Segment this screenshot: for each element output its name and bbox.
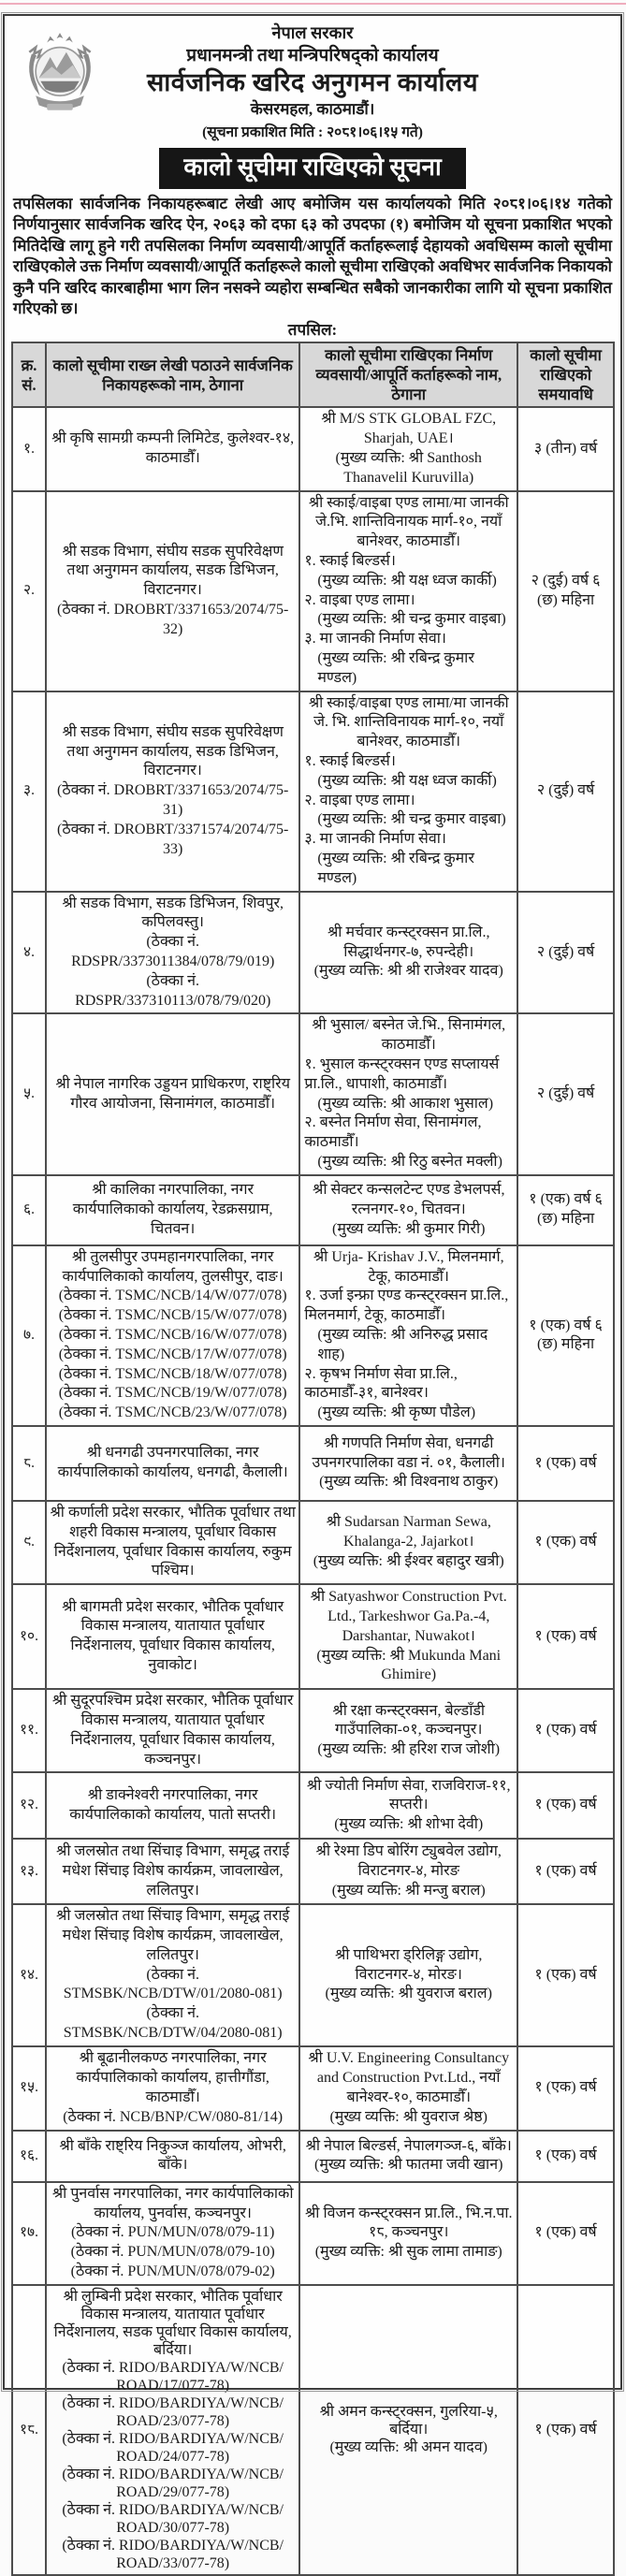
table-row [12, 2046, 614, 2131]
contractor-cell [299, 407, 517, 490]
table-row [12, 2285, 614, 2575]
blacklist-duration-cell: १ (एक) वर्ष ६ (छ) महिना [517, 1245, 614, 1426]
contractor-name-line: श्री Urja- Krishav J.V., मिलनमार्ग, टेकू, काठमाडौँ। [313, 1248, 504, 1285]
column-header-serial: क्र. सं. [12, 342, 46, 407]
contractor-name-line: श्री Sudarsan Narman Sewa, Khalanga-2, Jajarkot। [326, 1514, 491, 1550]
serial-number-cell: ११. [12, 1689, 46, 1772]
contract-number-line: (ठेक्का नं. TSMC/NCB/23/W/077/078) [58, 1404, 287, 1421]
contractor-cell [299, 1584, 517, 1689]
key-person-line: (मुख्य व्यक्ति: श्री युवराज बराल) [325, 1986, 492, 2002]
contractor-list-item: ३. मा जानकी निर्माण सेवा। [304, 831, 446, 848]
blacklist-duration-cell: १ (एक) वर्ष [517, 2046, 614, 2131]
key-person-line: (मुख्य व्यक्ति: श्री कृष्ण पौडेल) [317, 1404, 476, 1421]
key-person-line: (मुख्य व्यक्ति: श्री रबिन्द्र कुमार मण्डल) [317, 650, 474, 686]
key-person-line: (मुख्य व्यक्ति: श्री हरिश राज जोशी) [317, 1741, 501, 1758]
agency-name-line: श्री कृषि सामग्री कम्पनी लिमिटेड, कुलेश्वर-१४, काठमाडौँ। [51, 430, 295, 467]
contractor-name-line: श्री नेपाल बिल्डर्स, नेपालगञ्ज-६, बाँके। [305, 2137, 512, 2154]
agency-cell [46, 2046, 299, 2131]
contractor-name-line: श्री स्काई/वाइबा एण्ड लामा/मा जानकी जे.भि. शान्तिविनायक मार्ग-१०, नयाँ बानेश्वर, काठमाडौँ। [308, 494, 509, 550]
contract-number-line: (ठेक्का नं. RIDO/BARDIYA/W/NCB/ ROAD/33/077-78) [62, 2537, 284, 2571]
contractor-name-line: श्री सेक्टर कन्सलटेन्ट एण्ड डेभलपर्स, रत्ननगर-१०, चितवन। [313, 1182, 505, 1217]
table-row [12, 1584, 614, 1689]
agency-cell [46, 691, 299, 892]
key-person-line: (मुख्य व्यक्ति: श्री Santhosh Thanavelil Kuruvilla) [335, 450, 482, 486]
contractor-cell [299, 1689, 517, 1772]
masthead [5, 20, 620, 189]
contractor-name-line: श्री अमन कन्स्ट्रक्सन, गुलरिया-५, बर्दिया। [319, 2404, 498, 2438]
agency-name-line: श्री धनगढी उपनगरपालिका, नगर कार्यपालिकाको कार्यालय, धनगढी, कैलाली। [57, 1445, 288, 1480]
contract-number-line: (ठेक्का नं. TSMC/NCB/18/W/077/078) [58, 1365, 287, 1382]
contract-number-line: (ठेक्का नं. DROBRT/3371653/2074/75-32) [57, 602, 289, 637]
agency-cell [46, 1501, 299, 1584]
contract-number-line: (ठेक्का नं. NCB/BNP/CW/080-81/14) [63, 2108, 284, 2125]
blacklist-duration-cell: १ (एक) वर्ष [517, 1839, 614, 1904]
serial-number-cell: ७. [12, 1245, 46, 1426]
contractor-cell [299, 1245, 517, 1426]
serial-number-cell: ८. [12, 1426, 46, 1501]
contractor-name-line: श्री U.V. Engineering Consultancy and Construction Pvt.Ltd., नयाँ बानेश्वर-१०, काठमाडौँ। [308, 2050, 510, 2105]
agency-cell [46, 1584, 299, 1689]
key-person-line: (मुख्य व्यक्ति: श्री यक्ष ध्वज कार्की) [317, 772, 497, 789]
serial-number-cell: १३. [12, 1839, 46, 1904]
contractor-list-item: १. भुसाल कन्स्ट्रक्सन एण्ड सप्लायर्स प्रा.लि., धापाशी, काठमाडौँ। [304, 1055, 500, 1092]
contract-number-line: (ठेक्का नं. STMSBK/NCB/DTW/04/2080-081) [63, 2005, 283, 2042]
table-row [12, 1245, 614, 1426]
contractor-name-line: श्री स्काई/वाइबा एण्ड लामा/मा जानकी जे. भि. शान्तिविनायक मार्ग-१०, नयाँ बानेश्वर, काठमाडौँ। [308, 694, 509, 750]
serial-number-cell: ९. [12, 1501, 46, 1584]
agency-cell [46, 1245, 299, 1426]
blacklist-duration-cell: २ (दुई) वर्ष [517, 892, 614, 1014]
contractor-cell [299, 1175, 517, 1245]
contractor-cell [299, 1426, 517, 1501]
table-row [12, 1904, 614, 2046]
key-person-line: (मुख्य व्यक्ति: श्री फातमा जवी खान) [314, 2157, 503, 2174]
contract-number-line: (ठेक्का नं. RIDO/BARDIYA/W/NCB/ ROAD/30/077-78) [62, 2501, 284, 2536]
agency-cell [46, 1013, 299, 1174]
publish-date-line: (सूचना प्रकाशित मिति : २०८१।०६।१५ गते) [202, 124, 423, 140]
key-person-line: (मुख्य व्यक्ति: श्री चन्द्र कुमार वाइबा) [317, 611, 506, 628]
serial-number-cell: ३. [12, 691, 46, 892]
table-row [12, 2182, 614, 2285]
contractor-name-line: श्री गणपति निर्माण सेवा, धनगढी उपनगरपालिका वडा नं. ०१, कैलाली। [312, 1434, 505, 1471]
serial-number-cell: ४. [12, 892, 46, 1014]
contractor-cell [299, 1772, 517, 1839]
key-person-line: (मुख्य व्यक्ति: श्री अनिरुद्ध प्रसाद शाह) [317, 1326, 488, 1362]
agency-cell [46, 892, 299, 1014]
contractor-cell [299, 1904, 517, 2046]
office-name: सार्वजनिक खरिद अनुगमन कार्यालय [146, 68, 478, 96]
contractor-name-line: श्री रक्षा कन्स्ट्रक्सन, बेल्डाँडी गाउँपालिका-०१, कञ्चनपुर। [332, 1702, 486, 1739]
contract-number-line: (ठेक्का नं. RDSPR/337310113/078/79/020) [75, 972, 271, 1009]
contractor-name-line: श्री ज्योती निर्माण सेवा, राजविराज-११, सप्तरी। [306, 1777, 511, 1813]
column-header-agency: कालो सूचीमा राख्न लेखी पठाउने सार्वजनिक निकायहरूको नाम, ठेगाना [46, 342, 299, 407]
notice-document [3, 14, 622, 2571]
agency-name-line: श्री लुम्बिनी प्रदेश सरकार, भौतिक पूर्वाधार विकास मन्त्रालय, यातायात पूर्वाधार निर्देशनालय, सडक पूर्वाधार विकास कार्यालय, बर्दिया। [53, 2288, 292, 2358]
table-row [12, 1013, 614, 1174]
agency-name-line: श्री कालिका नगरपालिका, नगर कार्यपालिकाको कार्यालय, रेडक्रसग्राम, चितवन। [72, 1182, 273, 1237]
contract-number-line: (ठेक्का नं. RIDO/BARDIYA/W/NCB/ ROAD/23/077-78) [62, 2394, 284, 2429]
contractor-list-item: १. उर्जा इन्फ्रा एण्ड कन्स्ट्रक्सन प्रा.लि., मिलनमार्ग, टेकू, काठमाडौँ। [304, 1288, 509, 1324]
agency-name-line: श्री कर्णाली प्रदेश सरकार, भौतिक पूर्वाधार तथा शहरी विकास मन्त्रालय, पूर्वाधार विकास निर्देशनालय, पूर्वाधार विकास कार्यालय, रुकुम पश्चिम। [50, 1504, 296, 1579]
table-row [12, 1501, 614, 1584]
office-address: केसरमहल, काठमाडौं। [250, 100, 375, 118]
agency-name-line: श्री बागमती प्रदेश सरकार, भौतिक पूर्वाधार विकास मन्त्रालय, यातायात पूर्वाधार निर्देशनालय, पूर्वाधार विकास कार्यालय, नुवाकोट। [62, 1598, 284, 1673]
key-person-line: (मुख्य व्यक्ति: श्री यक्ष ध्वज कार्की) [317, 572, 497, 589]
intro-paragraph: तपसिलका सार्वजनिक निकायहरूबाट लेखी आए बमोजिम यस कार्यालयको मिति २०८१।०६।१४ गतेको निर्णयानुसार सार्वजनिक खरिद ऐन, २०६३ को दफा ६३ को उपदफा (१) बमोजिम यो सूचना प्रकाशित भएको मितिदेखि लागू हुने गरी तपसिलका निर्माण व्यवसायी/आपूर्ति कर्ताहरूलाई देहायको अवधिसम्म कालो सूचीमा राखिएकोले उक्त निर्माण व्यवसायी/आपूर्ति कर्ताहरूले कालो सूचीमा राखिएको अवधिभर सार्वजनिक निकायको कुनै पनि खरिद कारबाहीमा भाग लिन नसक्ने व्यहोरा सम्बन्धित सबैको जानकारीका लागि यो सूचना प्रकाशित गरिएको छ। [13, 195, 612, 318]
agency-name-line: श्री बूढानीलकण्ठ नगरपालिका, नगर कार्यपालिकाको कार्यालय, हात्तीगौंडा, काठमाडौँ। [76, 2050, 269, 2105]
key-person-line: (मुख्य व्यक्ति: श्री कुमार गिरी) [332, 1220, 486, 1237]
blacklist-duration-cell: ३ (तीन) वर्ष [517, 407, 614, 490]
contractor-name-line: श्री मर्चवार कन्स्ट्रक्सन प्रा.लि., सिद्धार्थनगर-७, रुपन्देही। [327, 924, 490, 960]
table-row [12, 1839, 614, 1904]
blacklist-table [11, 342, 615, 2575]
contractor-name-line: श्री रेश्मा डिप बोरिंग ट्युबवेल उद्योग, विराटनगर-४, मोरङ [315, 1843, 502, 1879]
key-person-line: (मुख्य व्यक्ति: श्री रबिन्द्र कुमार मण्डल) [317, 850, 474, 886]
table-caption: तपसिल: [287, 321, 338, 340]
serial-number-cell: १८. [12, 2285, 46, 2575]
serial-number-cell: १. [12, 407, 46, 490]
agency-name-line: श्री सडक विभाग, सडक डिभिजन, शिवपुर, कपिलवस्तु। [62, 895, 284, 931]
agency-cell [46, 2182, 299, 2285]
blacklist-duration-cell: २ (दुई) वर्ष [517, 691, 614, 892]
contract-number-line: (ठेक्का नं. TSMC/NCB/17/W/077/078) [58, 1346, 287, 1362]
table-row [12, 691, 614, 892]
blacklist-duration-cell: २ (दुई) वर्ष [517, 1013, 614, 1174]
contract-number-line: (ठेक्का नं. PUN/MUN/078/079-11) [70, 2224, 275, 2241]
serial-number-cell: १४. [12, 1904, 46, 2046]
blacklist-table-body [12, 407, 614, 2574]
notice-banner-title: कालो सूचीमा राखिएको सूचना [159, 148, 465, 189]
key-person-line: (मुख्य व्यक्ति: श्री अमन यादव) [329, 2439, 488, 2456]
blacklist-duration-cell: १ (एक) वर्ष [517, 1426, 614, 1501]
serial-number-cell: ६. [12, 1175, 46, 1245]
agency-name-line: श्री बाँके राष्ट्रिय निकुञ्ज कार्यालय, ओभरी, बाँके। [59, 2137, 286, 2174]
contract-number-line: (ठेक्का नं. TSMC/NCB/15/W/077/078) [58, 1307, 287, 1324]
table-row [12, 491, 614, 691]
contractor-cell [299, 1013, 517, 1174]
table-row [12, 1772, 614, 1839]
blacklist-duration-cell: १ (एक) वर्ष ६ (छ) महिना [517, 1175, 614, 1245]
scan-top-pink-rule [0, 3, 626, 5]
contract-number-line: (ठेक्का नं. DROBRT/3371574/2074/75-33) [57, 821, 289, 857]
agency-cell [46, 407, 299, 490]
contractor-cell [299, 2182, 517, 2285]
serial-number-cell: ५. [12, 1013, 46, 1174]
blacklist-duration-cell: १ (एक) वर्ष [517, 1584, 614, 1689]
agency-name-line: श्री तुलसीपुर उपमहानगरपालिका, नगर कार्यपालिकाको कार्यालय, तुलसीपुर, दाङ। [62, 1248, 284, 1285]
agency-cell [46, 1904, 299, 2046]
blacklist-duration-cell: १ (एक) वर्ष [517, 1772, 614, 1839]
contractor-cell [299, 1501, 517, 1584]
contract-number-line: (ठेक्का नं. TSMC/NCB/14/W/077/078) [58, 1288, 287, 1304]
contractor-cell [299, 491, 517, 691]
contractor-name-line: श्री Satyashwor Construction Pvt. Ltd., Tarkeshwor Ga.Pa.-4, Darshantar, Nuwakot। [310, 1589, 507, 1644]
contractor-name-line: श्री विजन कन्स्ट्रक्सन प्रा.लि., भि.न.पा. १८, कञ्चनपुर। [304, 2205, 513, 2241]
key-person-line: (मुख्य व्यक्ति: श्री युवराज श्रेष्ठ) [329, 2108, 488, 2125]
contractor-list-item: २. बस्नेत निर्माण सेवा, सिनामंगल, काठमाडौँ। [304, 1114, 482, 1151]
contractor-list-item: २. कृषभ निर्माण सेवा प्रा.लि., काठमाडौँ-३१, बानेश्वर। [304, 1365, 458, 1402]
contractor-cell [299, 1839, 517, 1904]
contract-number-line: (ठेक्का नं. TSMC/NCB/19/W/077/078) [58, 1385, 287, 1402]
agency-name-line: श्री जलस्रोत तथा सिंचाइ विभाग, समृद्ध तराई मधेश सिंचाइ विशेष कार्यक्रम, जावलाखेल, ललितपुर। [56, 1843, 290, 1899]
column-header-contractor: कालो सूचीमा राखिएका निर्माण व्यवसायी/आपूर्ति कर्ताहरूको नाम, ठेगाना [299, 342, 517, 407]
serial-number-cell: १७. [12, 2182, 46, 2285]
table-row [12, 2131, 614, 2182]
agency-cell [46, 491, 299, 691]
serial-number-cell: १५. [12, 2046, 46, 2131]
contractor-cell [299, 691, 517, 892]
table-row [12, 1426, 614, 1501]
agency-cell [46, 1426, 299, 1501]
key-person-line: (मुख्य व्यक्ति: श्री मन्जु बराल) [331, 1882, 486, 1899]
agency-name-line: श्री डाक्नेश्वरी नगरपालिका, नगर कार्यपालिकाको कार्यालय, पातो सप्तरी। [69, 1787, 277, 1823]
contractor-cell [299, 892, 517, 1014]
key-person-line: (मुख्य व्यक्ति: श्री चन्द्र कुमार वाइबा) [317, 811, 506, 828]
serial-number-cell: १०. [12, 1584, 46, 1689]
blacklist-duration-cell: १ (एक) वर्ष [517, 1689, 614, 1772]
blacklist-duration-cell: १ (एक) वर्ष [517, 2131, 614, 2182]
key-person-line: (मुख्य व्यक्ति: श्री Mukunda Mani Ghimire) [316, 1647, 502, 1683]
agency-name-line: श्री पुनर्वास नगरपालिका, नगर कार्यपालिकाको कार्यालय, पुनर्वास, कञ्चनपुर। [51, 2185, 294, 2221]
contract-number-line: (ठेक्का नं. TSMC/NCB/16/W/077/078) [58, 1326, 287, 1343]
contractor-name-line: श्री M/S STK GLOBAL FZC, Sharjah, UAE। [321, 411, 497, 447]
serial-number-cell: १६. [12, 2131, 46, 2182]
agency-name-line: श्री नेपाल नागरिक उड्डयन प्राधिकरण, राष्ट्रिय गौरव आयोजना, सिनामंगल, काठमाडौँ। [55, 1075, 291, 1112]
agency-cell [46, 1772, 299, 1839]
contract-number-line: (ठेक्का नं. RIDO/BARDIYA/W/NCB/ ROAD/29/077-78) [62, 2466, 284, 2500]
contractor-list-item: ३. मा जानकी निर्माण सेवा। [304, 631, 446, 648]
agency-name-line: श्री सडक विभाग, संघीय सडक सुपरिवेक्षण तथा अनुगमन कार्यालय, सडक डिभिजन, विराटनगर। [62, 543, 284, 599]
blacklist-duration-cell: १ (एक) वर्ष [517, 1904, 614, 2046]
table-row [12, 407, 614, 490]
table-header-row [12, 342, 614, 407]
agency-cell [46, 2285, 299, 2575]
nepal-government-emblem-icon [20, 29, 100, 119]
blacklist-duration-cell: १ (एक) वर्ष [517, 2182, 614, 2285]
key-person-line: (मुख्य व्यक्ति: श्री विश्वनाथ ठाकुर) [319, 1474, 499, 1491]
key-person-line: (मुख्य व्यक्ति: श्री सुक लामा तामाङ) [314, 2244, 502, 2261]
table-row [12, 892, 614, 1014]
contract-number-line: (ठेक्का नं. DROBRT/3371653/2074/75-31) [57, 782, 289, 818]
contract-number-line: (ठेक्का नं. STMSBK/NCB/DTW/01/2080-081) [63, 1966, 283, 2002]
blacklist-duration-cell: १ (एक) वर्ष [517, 1501, 614, 1584]
contract-number-line: (ठेक्का नं. RIDO/BARDIYA/W/NCB/ ROAD/24/077-78) [62, 2430, 284, 2465]
serial-number-cell: २. [12, 491, 46, 691]
contractor-cell [299, 2285, 517, 2575]
agency-cell [46, 2131, 299, 2182]
key-person-line: (मुख्य व्यक्ति: श्री ईश्वर बहादुर खत्री) [313, 1552, 504, 1569]
agency-cell [46, 1689, 299, 1772]
key-person-line: (मुख्य व्यक्ति: श्री रिठु बस्नेत मक्ली) [317, 1153, 502, 1170]
government-name: नेपाल सरकार [271, 23, 354, 42]
contractor-name-line: श्री भुसाल/ बस्नेत जे.भि., सिनामंगल, काठमाडौँ। [312, 1017, 506, 1054]
contractor-list-item: २. वाइबा एण्ड लामा। [304, 591, 415, 608]
parent-office-name: प्रधानमन्त्री तथा मन्त्रिपरिषद्को कार्यालय [186, 46, 439, 65]
blacklist-duration-cell: २ (दुई) वर्ष ६ (छ) महिना [517, 491, 614, 691]
key-person-line: (मुख्य व्यक्ति: श्री शोभा देवी) [334, 1816, 484, 1833]
contractor-name-line: श्री पाथिभरा ड्रिलिङ्ग उद्योग, विराटनगर-४, मोरङ। [335, 1946, 483, 1983]
contractor-cell [299, 2046, 517, 2131]
contractor-list-item: १. स्काई बिल्डर्स। [304, 753, 396, 769]
table-row [12, 1689, 614, 1772]
contractor-list-item: १. स्काई बिल्डर्स। [304, 553, 396, 570]
column-header-duration: कालो सूचीमा राखिएको समयावधि [517, 342, 614, 407]
key-person-line: (मुख्य व्यक्ति: श्री श्री राजेश्वर यादव) [313, 963, 503, 980]
contract-number-line: (ठेक्का नं. RIDO/BARDIYA/W/NCB/ ROAD/17/077-78) [62, 2359, 284, 2394]
blacklist-duration-cell: १ (एक) वर्ष [517, 2285, 614, 2575]
agency-name-line: श्री जलस्रोत तथा सिंचाइ विभाग, समृद्ध तराई मधेश सिंचाइ विशेष कार्यक्रम, जावलाखेल, ललितपुर। [56, 1908, 290, 1963]
agency-cell [46, 1175, 299, 1245]
agency-cell [46, 1839, 299, 1904]
agency-name-line: श्री सडक विभाग, संघीय सडक सुपरिवेक्षण तथा अनुगमन कार्यालय, सडक डिभिजन, विराटनगर। [62, 723, 284, 779]
key-person-line: (मुख्य व्यक्ति: श्री आकाश भुसाल) [317, 1095, 494, 1112]
serial-number-cell: १२. [12, 1772, 46, 1839]
contract-number-line: (ठेक्का नं. PUN/MUN/078/079-02) [70, 2263, 275, 2280]
contract-number-line: (ठेक्का नं. RDSPR/3373011384/078/79/019) [71, 934, 275, 969]
agency-name-line: श्री सुदूरपश्चिम प्रदेश सरकार, भौतिक पूर्वाधार विकास मन्त्रालय, यातायात पूर्वाधार निर्देशनालय, पूर्वाधार विकास कार्यालय, कञ्चनपुर। [51, 1693, 294, 1768]
contract-number-line: (ठेक्का नं. PUN/MUN/078/079-10) [70, 2244, 275, 2261]
contractor-cell [299, 2131, 517, 2182]
contractor-list-item: २. वाइबा एण्ड लामा। [304, 792, 415, 808]
table-row [12, 1175, 614, 1245]
